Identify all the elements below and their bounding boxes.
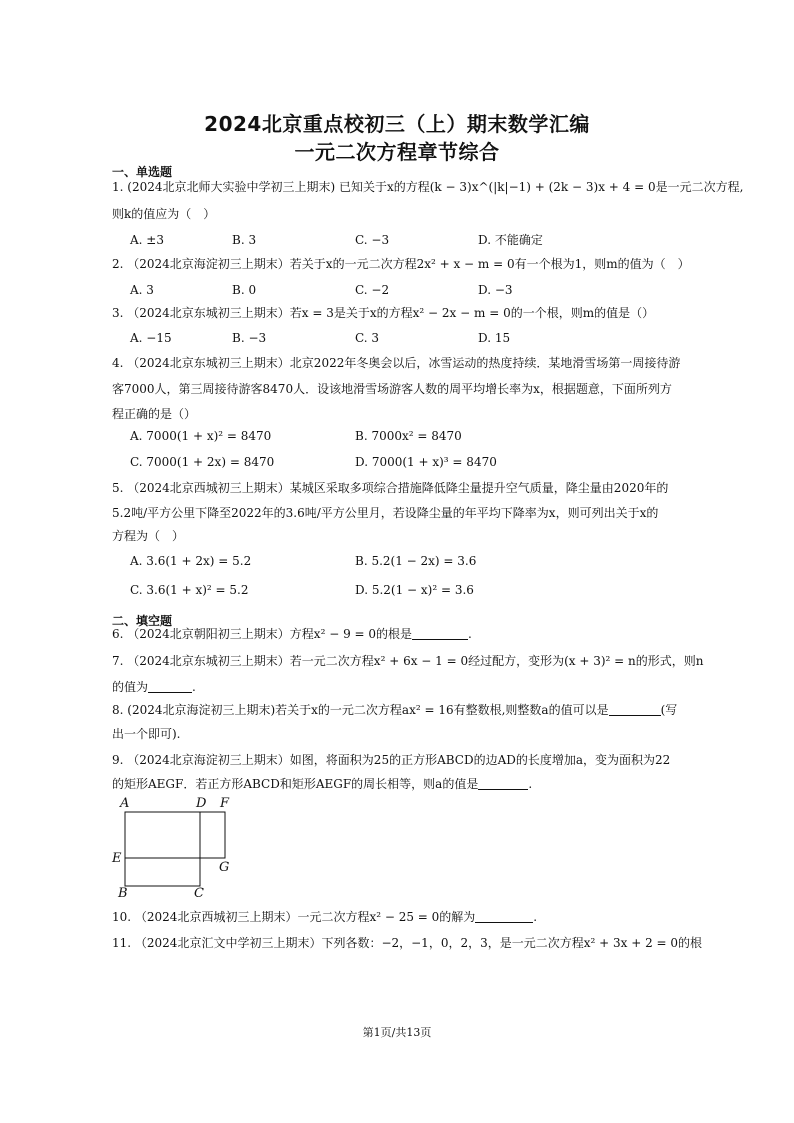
question-2-option-b: B. 0 [232,283,257,297]
question-5-option-d: D. 5.2(1 − x)² = 3.6 [355,583,474,597]
question-8-line-1 [112,702,677,718]
question-4-option-d: D. 7000(1 + x)³ = 8470 [355,455,497,469]
question-9-line-1: 9. （2024北京海淀初三上期末）如图，将面积为25的正方形ABCD的边AD的长度增加a，变为面积为22 [112,753,671,767]
question-6-text: 6. （2024北京朝阳初三上期末）方程x² − 9 = 0的根是 [112,627,413,641]
question-10 [112,909,537,925]
question-8-text: 8. (2024北京海淀初三上期末)若关于x的一元二次方程ax² = 16有整数根,则整数a的值可以是 [112,703,609,717]
question-6-answer-blank[interactable] [412,626,468,640]
question-1-option-a: A. ±3 [130,233,164,247]
question-5-line-3: 方程为（ ） [112,529,185,543]
question-5-option-a: A. 3.6(1 + 2x) = 5.2 [130,554,252,568]
question-2-line-1: 2. （2024北京海淀初三上期末）若关于x的一元二次方程2x² + x − m = 0有一个根为1，则m的值为（ ） [112,257,690,271]
question-2-option-a: A. 3 [130,283,154,297]
question-5-line-2: 5.2吨/平方公里下降至2022年的3.6吨/平方公里月，若设降尘量的年平均下降率为x，则可列出关于x的 [112,506,659,520]
question-7-text: 的值为 [112,680,149,694]
question-9-line-2 [112,776,532,792]
rectangle-aegf [125,812,225,858]
document-subtitle: 一元二次方程章节综合 [294,140,500,164]
question-3-line-1: 3. （2024北京东城初三上期末）若x = 3是关于x的方程x² − 2x − m = 0的一个根，则m的值是（） [112,306,655,320]
question-2-option-c: C. −2 [355,283,390,297]
question-9-answer-blank[interactable] [478,776,528,790]
question-5-line-1: 5. （2024北京西城初三上期末）某城区采取多项综合措施降低降尘量提升空气质量，降尘量由2020年的 [112,481,669,495]
figure-label-c: C [194,886,204,901]
question-7-answer-blank[interactable] [148,679,192,693]
page-footer: 第1页/共13页 [362,1026,432,1039]
question-3-option-d: D. 15 [478,331,511,345]
question-4-line-1: 4. （2024北京东城初三上期末）北京2022年冬奥会以后，冰雪运动的热度持续．某地滑雪场第一周接待游 [112,356,681,370]
question-4-option-a: A. 7000(1 + x)² = 8470 [130,429,272,443]
figure-label-d: D [196,796,207,811]
figure-label-g: G [219,860,230,875]
question-8-line-2: 出一个即可). [112,727,181,741]
question-7-end: . [192,680,196,694]
section-heading-single-choice: 一、单选题 [112,165,173,179]
question-3-option-a: A. −15 [130,331,172,345]
question-6-end: . [468,627,472,641]
question-10-text: 10. （2024北京西城初三上期末）一元二次方程x² − 25 = 0的解为 [112,910,476,924]
question-3-option-b: B. −3 [232,331,267,345]
question-5-option-b: B. 5.2(1 − 2x) = 3.6 [355,554,477,568]
question-5-option-c: C. 3.6(1 + x)² = 5.2 [130,583,249,597]
figure-label-b: B [118,886,128,901]
figure-label-a: A [120,796,130,811]
question-10-end: . [533,910,538,924]
question-7-line-1: 7. （2024北京东城初三上期末）若一元二次方程x² + 6x − 1 = 0经过配方，变形为(x + 3)² = n的形式，则n [112,654,704,668]
question-1-option-d: D. 不能确定 [478,233,543,247]
question-1-line-2: 则k的值应为（ ） [112,207,216,221]
question-1-option-b: B. 3 [232,233,257,247]
question-2-option-d: D. −3 [478,283,513,297]
question-9-text: 的矩形AEGF．若正方形ABCD和矩形AEGF的周长相等，则a的值是 [112,777,479,791]
question-10-answer-blank[interactable] [475,909,533,923]
question-6 [112,626,472,642]
question-4-line-2: 客7000人，第三周接待游客8470人．设该地滑雪场游客人数的周平均增长率为x，根据题意，下面所列方 [112,382,672,396]
question-4-line-3: 程正确的是（） [112,407,197,421]
question-8-answer-blank[interactable] [609,702,661,716]
document-title: 2024北京重点校初三（上）期末数学汇编 [204,112,590,136]
question-9-figure [110,796,240,902]
question-8-tail: (写 [660,703,678,717]
question-11-line-1: 11. （2024北京汇文中学初三上期末）下列各数：−2，−1，0，2，3，是一元二次方程x² + 3x + 2 = 0的根 [112,936,703,950]
question-7-line-2 [112,679,196,695]
figure-label-e: E [112,851,122,866]
question-3-option-c: C. 3 [355,331,380,345]
question-9-end: . [528,777,533,791]
question-1-option-c: C. −3 [355,233,390,247]
figure-label-f: F [220,796,230,811]
section-heading-fill-blank: 二、填空题 [112,614,173,628]
square-abcd [125,812,200,886]
question-4-option-b: B. 7000x² = 8470 [355,429,462,443]
question-4-option-c: C. 7000(1 + 2x) = 8470 [130,455,275,469]
question-1-line-1: 1. (2024北京北师大实验中学初三上期末) 已知关于x的方程(k − 3)x^(|k|−1) + (2k − 3)x + 4 = 0是一元二次方程, [112,180,744,194]
